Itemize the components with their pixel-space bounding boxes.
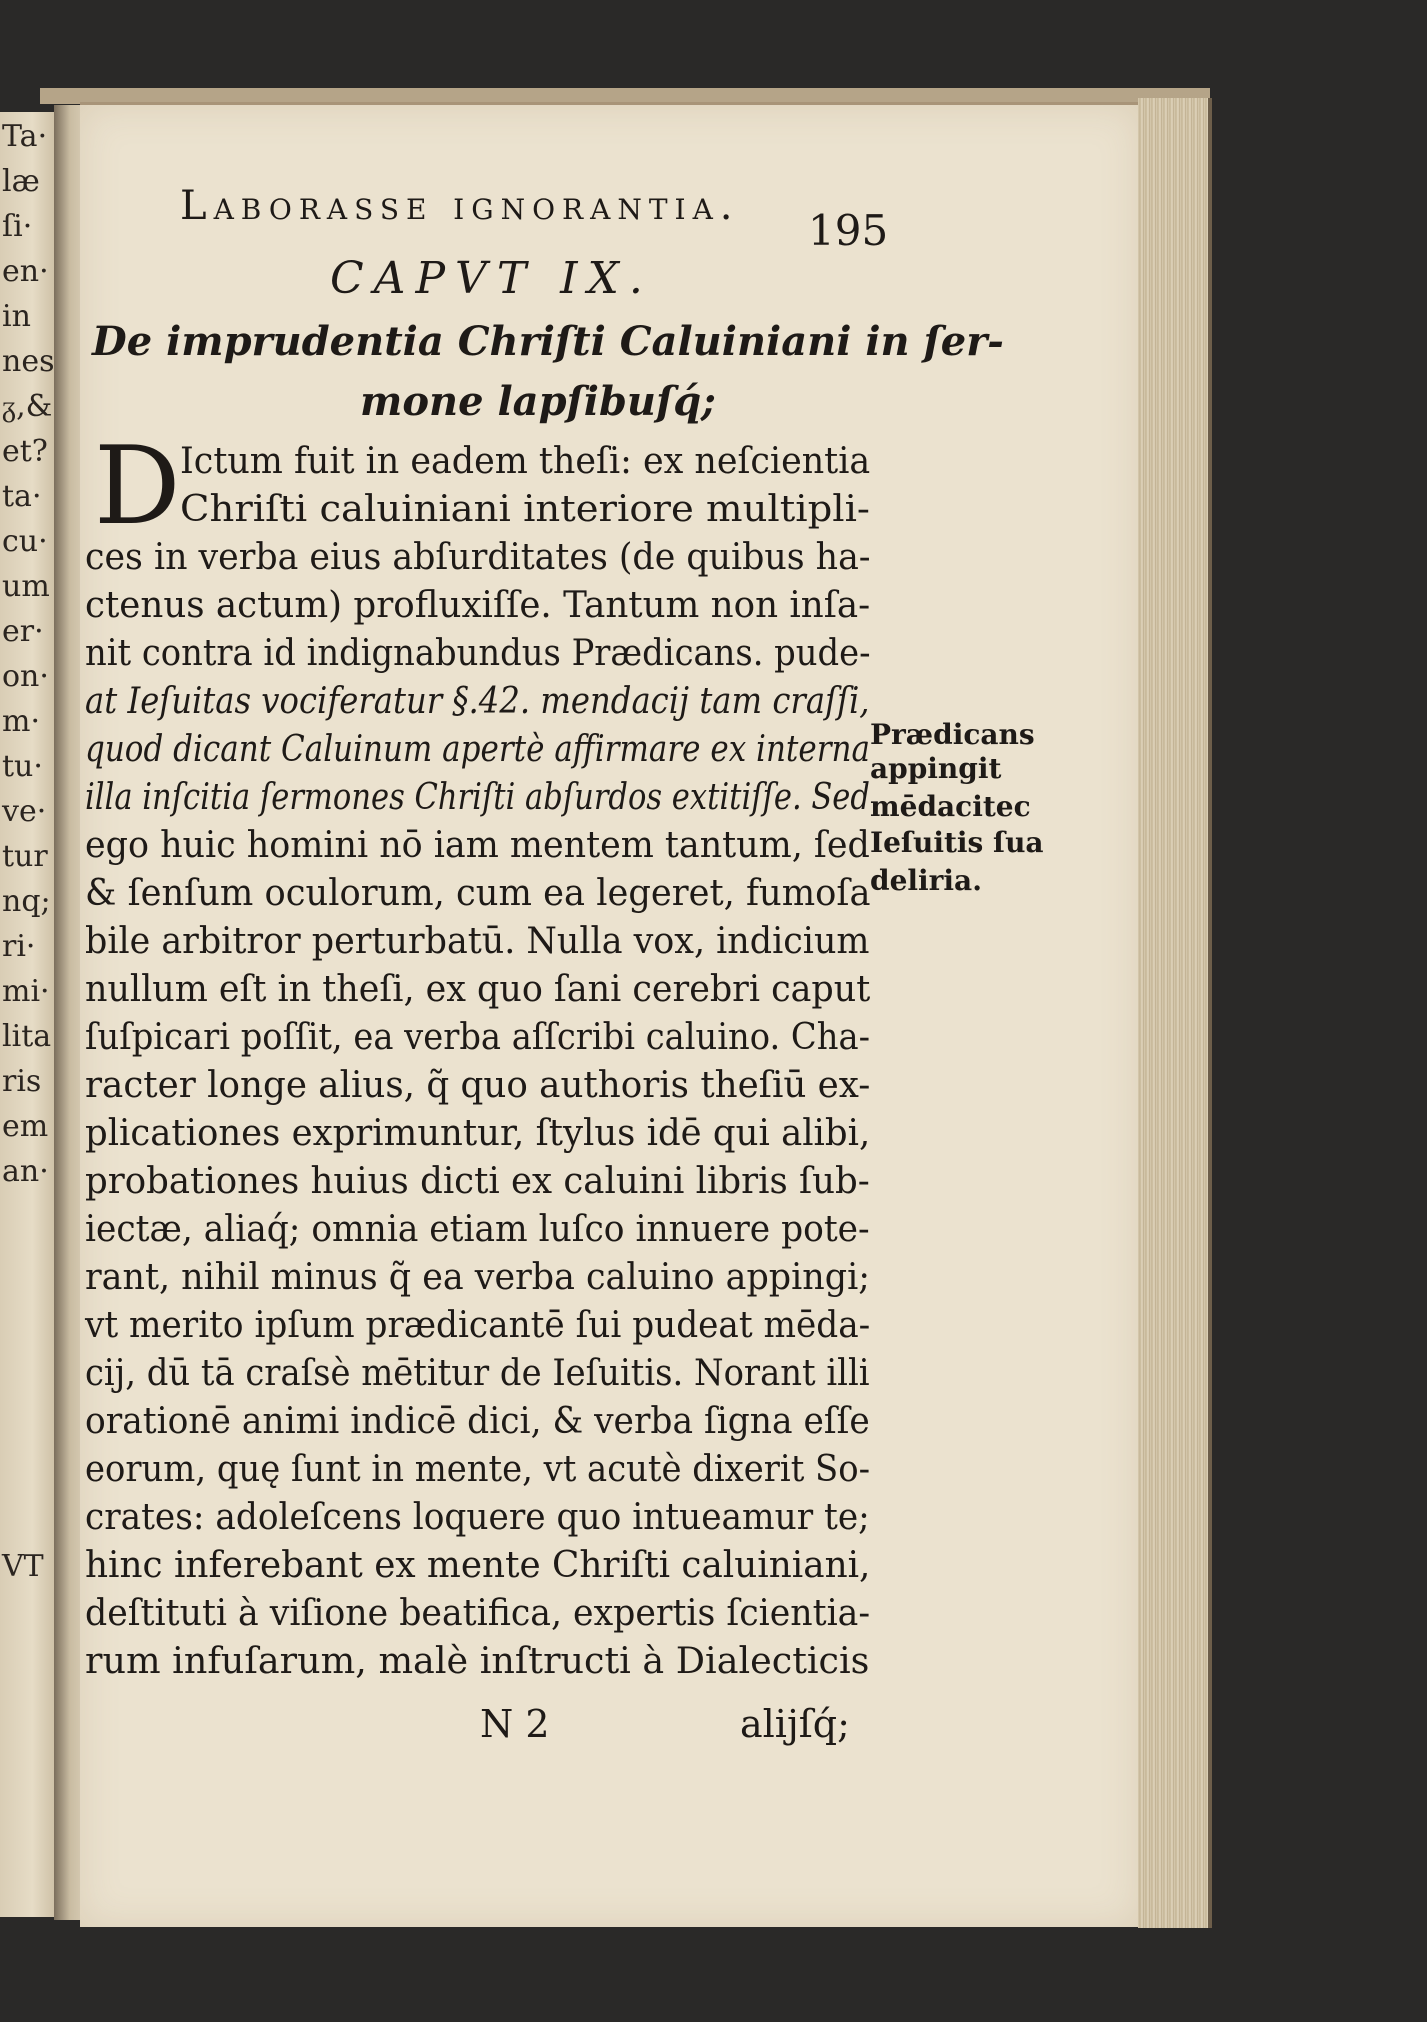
left-page-line-fragment: um [2, 569, 50, 604]
margin-note-line: Ieſuitis ſua [870, 826, 1044, 859]
margin-note-line: deliria. [870, 864, 982, 897]
body-text-line: quod dicant Caluinum apertè affirmare ex interna [85, 729, 870, 770]
body-text-line: crates: adoleſcens loquere quo intueamur te; [85, 1497, 870, 1538]
body-text-line: & ſenſum oculorum, cum ea legeret, fumoſa [85, 873, 871, 914]
body-text-line: hinc inferebant ex mente Chriſti caluiniani, [85, 1545, 871, 1586]
left-page-line-fragment: Ta· [2, 119, 48, 154]
left-page-fragment [0, 112, 56, 1917]
left-page-line-fragment: en· [2, 254, 49, 289]
body-text-line: vt merito ipſum prædicantē ſui pudeat mēda- [85, 1305, 871, 1346]
body-text-line: cij, dū tā craſsè mētitur de Ieſuitis. Norant illi [85, 1353, 870, 1394]
body-text-line: ces in verba eius abſurditates (de quibus ha- [85, 537, 871, 578]
left-page-line-fragment: er· [2, 614, 44, 649]
body-text-line: nit contra id indignabundus Prædicans. pude- [85, 633, 871, 674]
running-title: Laborasse ignorantia. [180, 183, 740, 229]
left-page-line-fragment: in [2, 299, 31, 334]
body-text-line: probationes huius dicti ex caluini libris ſub- [85, 1161, 870, 1202]
margin-note-line: appingit [870, 752, 1002, 785]
left-page-line-fragment: lita [2, 1019, 52, 1054]
body-text-line: eorum, quę ſunt in mente, vt acutè dixerit So- [85, 1449, 870, 1490]
drop-cap: D [94, 424, 181, 549]
left-page-line-fragment: ris [2, 1064, 42, 1099]
body-text-line: orationē animi indicē dici, & verba ſigna eſſe [85, 1401, 870, 1442]
body-text-line: iectæ, aliaq́; omnia etiam luſco innuere pote- [85, 1209, 870, 1250]
left-page-line-fragment: nes [2, 344, 55, 379]
body-text-line: ego huic homini nō iam mentem tantum, ſed [85, 825, 870, 866]
body-text-line: plicationes exprimuntur, ſtylus idē qui alibi, [85, 1113, 871, 1154]
left-page-line-fragment: VT [2, 1549, 44, 1584]
body-text-line: deſtituti à viſione beatifica, expertis ſcientia- [85, 1593, 871, 1634]
body-text-line: Chriſti caluiniani interiore multipli- [180, 489, 870, 530]
left-page-line-fragment: em [2, 1109, 49, 1144]
body-text-line: at Ieſuitas vociferatur §.42. mendacij tam craſſi, [85, 681, 870, 722]
body-text-line: ctenus actum) profluxiſſe. Tantum non inſa- [85, 585, 871, 626]
left-page-line-fragment: læ [2, 164, 40, 199]
body-text-line: rant, nihil minus q̃ ea verba caluino appingi; [85, 1257, 870, 1298]
chapter-subtitle-line-2: mone lapſibuſq́; [360, 378, 716, 425]
page-edges [1138, 98, 1212, 1928]
margin-note-line: Prædicans [870, 718, 1035, 751]
left-page-line-fragment: an· [2, 1154, 49, 1189]
body-text-line: bile arbitror perturbatū. Nulla vox, indicium [85, 921, 870, 962]
left-page-line-fragment: nq; [2, 884, 51, 919]
left-page-line-fragment: ta· [2, 479, 42, 514]
body-text-line: nullum eſt in theſi, ex quo ſani cerebri caput [85, 969, 871, 1010]
catchword: alijſq́; [740, 1702, 850, 1746]
left-page-line-fragment: m· [2, 704, 40, 739]
body-text-line: ſuſpicari poſſit, ea verba aſſcribi caluino. Cha- [85, 1017, 870, 1058]
left-page-line-fragment: cu· [2, 524, 48, 559]
left-page-line-fragment: et? [2, 434, 48, 469]
left-page-line-fragment: tur [2, 839, 48, 874]
left-page-line-fragment: ve· [2, 794, 47, 829]
body-text-line: rum infuſarum, malè inſtructi à Dialecticis [85, 1641, 870, 1682]
chapter-subtitle-line-1: De imprudentia Chriſti Caluiniani in ſer- [92, 318, 1004, 365]
left-page-line-fragment: on· [2, 659, 49, 694]
left-page-line-fragment: mi· [2, 974, 50, 1009]
signature-mark: N 2 [480, 1702, 550, 1746]
chapter-heading: CAPVT IX. [330, 253, 653, 304]
body-text-line: illa inſcitia ſermones Chriſti abſurdos extitiſſe. Sed [85, 777, 870, 818]
body-text-line: racter longe alius, q̃ quo authoris theſiū ex- [85, 1065, 871, 1106]
left-page-line-fragment: tu· [2, 749, 43, 784]
page-number: 195 [808, 206, 889, 255]
left-page-line-fragment: ᵹ,& [2, 389, 53, 424]
margin-note-line: mēdacitec [870, 790, 1031, 823]
left-page-line-fragment: ri· [2, 929, 36, 964]
body-text-line: Ictum fuit in eadem theſi: ex neſcientia [180, 441, 871, 482]
left-page-line-fragment: ſi· [2, 209, 33, 244]
